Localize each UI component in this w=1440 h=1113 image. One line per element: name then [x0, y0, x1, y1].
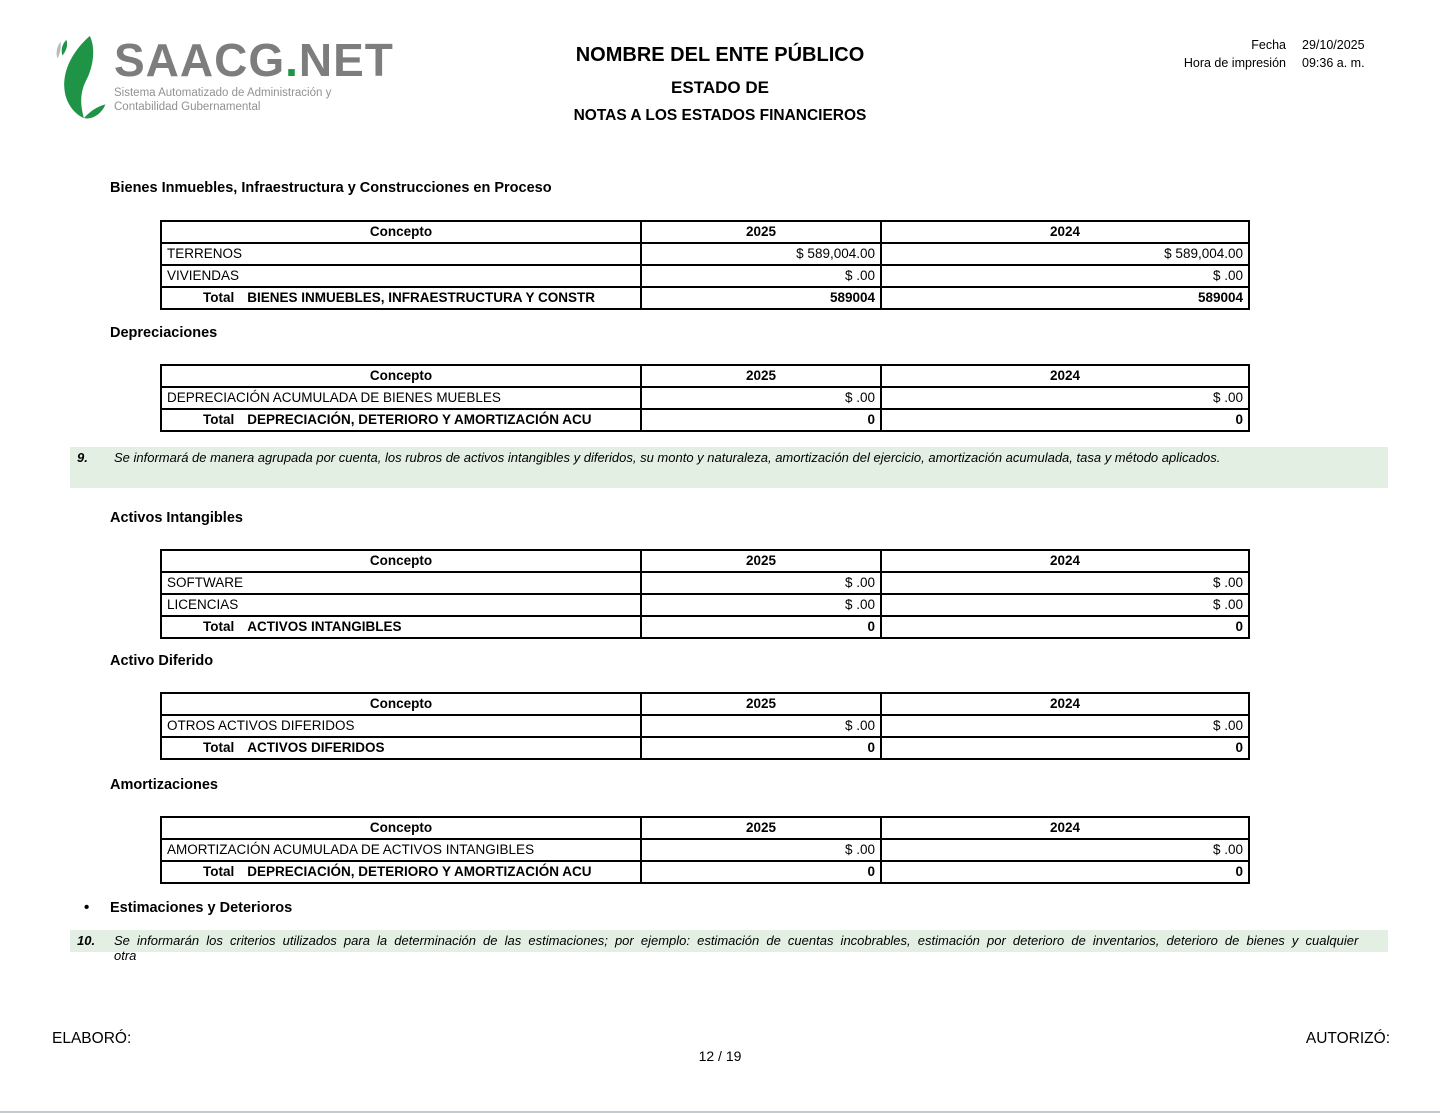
bullet-icon: •	[84, 899, 90, 916]
date-label: Fecha	[1251, 38, 1286, 52]
value-2024-cell: $ .00	[881, 715, 1249, 737]
table-row	[161, 715, 1249, 737]
table-bienes	[160, 220, 1250, 310]
total-concept-name: DEPRECIACIÓN, DETERIORO Y AMORTIZACIÓN ACU	[247, 864, 592, 879]
concept-cell	[161, 737, 641, 759]
value-2025-cell: $ .00	[641, 572, 881, 594]
column-header-2025: 2025	[641, 550, 881, 572]
table-total-row	[161, 737, 1249, 759]
column-header-2024: 2024	[881, 365, 1249, 387]
total-label: Total	[203, 290, 235, 305]
concept-cell: DEPRECIACIÓN ACUMULADA DE BIENES MUEBLES	[161, 387, 641, 409]
value-2025-cell: 0	[641, 737, 881, 759]
column-header-concepto: Concepto	[161, 817, 641, 839]
note-text: Se informará de manera agrupada por cuenta, los rubros de activos intangibles y diferidos, su monto y naturaleza, amortización del ejercicio, amortización acumulada, tasa y método aplicados.	[114, 450, 1221, 465]
column-header-2024: 2024	[881, 817, 1249, 839]
concept-cell	[161, 861, 641, 883]
note-number: 10.	[77, 933, 96, 948]
value-2024-cell: 0	[881, 616, 1249, 638]
value-2024-cell: 589004	[881, 287, 1249, 309]
value-2024-cell: 0	[881, 409, 1249, 431]
table-header-row	[161, 817, 1249, 839]
total-concept-name: ACTIVOS INTANGIBLES	[247, 619, 402, 634]
table-header-row	[161, 550, 1249, 572]
date-value: 29/10/2025	[1302, 38, 1365, 52]
brand-name: SAACG.NET	[114, 34, 394, 86]
value-2024-cell: 0	[881, 737, 1249, 759]
value-2024-cell: 0	[881, 861, 1249, 883]
table-header-row	[161, 221, 1249, 243]
column-header-2024: 2024	[881, 550, 1249, 572]
note-text: Se informarán los criterios utilizados para la determinación de las estimaciones; por ejemplo: estimación de cuentas incobrables, estimación por deterioro de inventarios, deterioro de bienes y cualquier otra	[114, 933, 1359, 963]
page-number: 12 / 19	[698, 1048, 742, 1064]
table-header-row	[161, 365, 1249, 387]
section-title-activos-intangibles: Activos Intangibles	[110, 510, 243, 526]
concept-cell: OTROS ACTIVOS DIFERIDOS	[161, 715, 641, 737]
column-header-2025: 2025	[641, 221, 881, 243]
value-2025-cell: $ .00	[641, 715, 881, 737]
concept-cell: LICENCIAS	[161, 594, 641, 616]
section-title-bienes: Bienes Inmuebles, Infraestructura y Construcciones en Proceso	[110, 180, 552, 196]
report-subtitle: NOTAS A LOS ESTADOS FINANCIEROS	[573, 107, 867, 124]
note-number: 9.	[77, 450, 88, 465]
total-label: Total	[203, 864, 235, 879]
concept-cell	[161, 409, 641, 431]
section-title-depreciaciones: Depreciaciones	[110, 325, 218, 341]
table-depreciaciones	[160, 364, 1250, 432]
total-label: Total	[203, 740, 235, 755]
column-header-concepto: Concepto	[161, 221, 641, 243]
entity-title: NOMBRE DEL ENTE PÚBLICO	[575, 44, 865, 66]
table-amortizaciones	[160, 816, 1250, 884]
column-header-concepto: Concepto	[161, 365, 641, 387]
print-time-label: Hora de impresión	[1183, 56, 1286, 70]
table-row	[161, 572, 1249, 594]
value-2025-cell: 0	[641, 861, 881, 883]
total-label: Total	[203, 619, 235, 634]
value-2024-cell: $ .00	[881, 839, 1249, 861]
value-2025-cell: $ 589,004.00	[641, 243, 881, 265]
column-header-2024: 2024	[881, 693, 1249, 715]
table-row	[161, 387, 1249, 409]
table-row	[161, 594, 1249, 616]
table-header-row	[161, 693, 1249, 715]
note-9	[70, 447, 1388, 488]
table-total-row	[161, 409, 1249, 431]
print-time-value: 09:36 a. m.	[1302, 56, 1365, 70]
table-activo-diferido	[160, 692, 1250, 760]
concept-cell: TERRENOS	[161, 243, 641, 265]
table-activos-intangibles	[160, 549, 1250, 639]
total-label: Total	[203, 412, 235, 427]
total-concept-name: BIENES INMUEBLES, INFRAESTRUCTURA Y CONSTR	[247, 290, 596, 305]
concept-cell	[161, 616, 641, 638]
table-total-row	[161, 616, 1249, 638]
total-concept-name: ACTIVOS DIFERIDOS	[247, 740, 385, 755]
value-2025-cell: 0	[641, 616, 881, 638]
column-header-2024: 2024	[881, 221, 1249, 243]
table-row	[161, 243, 1249, 265]
value-2025-cell: $ .00	[641, 265, 881, 287]
print-info	[1184, 38, 1390, 70]
concept-cell: AMORTIZACIÓN ACUMULADA DE ACTIVOS INTANGIBLES	[161, 839, 641, 861]
value-2025-cell: $ .00	[641, 387, 881, 409]
section-title-activo-diferido: Activo Diferido	[110, 653, 214, 669]
column-header-2025: 2025	[641, 365, 881, 387]
value-2024-cell: $ .00	[881, 594, 1249, 616]
section-title-amortizaciones: Amortizaciones	[110, 777, 218, 793]
value-2024-cell: $ .00	[881, 265, 1249, 287]
concept-cell: SOFTWARE	[161, 572, 641, 594]
table-total-row	[161, 287, 1249, 309]
column-header-2025: 2025	[641, 817, 881, 839]
bullet-heading	[84, 899, 292, 916]
note-10	[70, 930, 1388, 963]
footer-autorizo-label: AUTORIZÓ:	[1305, 1030, 1390, 1047]
column-header-concepto: Concepto	[161, 550, 641, 572]
bullet-heading-label: Estimaciones y Deterioros	[110, 900, 293, 916]
value-2024-cell: $ 589,004.00	[881, 243, 1249, 265]
column-header-concepto: Concepto	[161, 693, 641, 715]
total-concept-name: DEPRECIACIÓN, DETERIORO Y AMORTIZACIÓN ACU	[247, 412, 592, 427]
column-header-2025: 2025	[641, 693, 881, 715]
concept-cell: VIVIENDAS	[161, 265, 641, 287]
value-2024-cell: $ .00	[881, 387, 1249, 409]
value-2025-cell: 0	[641, 409, 881, 431]
table-row	[161, 265, 1249, 287]
concept-cell	[161, 287, 641, 309]
value-2025-cell: $ .00	[641, 594, 881, 616]
value-2025-cell: 589004	[641, 287, 881, 309]
report-title: ESTADO DE	[671, 78, 769, 97]
brand-dot: .	[285, 34, 299, 86]
brand-tagline: Sistema Automatizado de Administración y Contabilidad Gubernamental	[114, 87, 332, 113]
footer-elaboro-label: ELABORÓ:	[52, 1030, 132, 1047]
value-2025-cell: $ .00	[641, 839, 881, 861]
value-2024-cell: $ .00	[881, 572, 1249, 594]
table-total-row	[161, 861, 1249, 883]
table-row	[161, 839, 1249, 861]
